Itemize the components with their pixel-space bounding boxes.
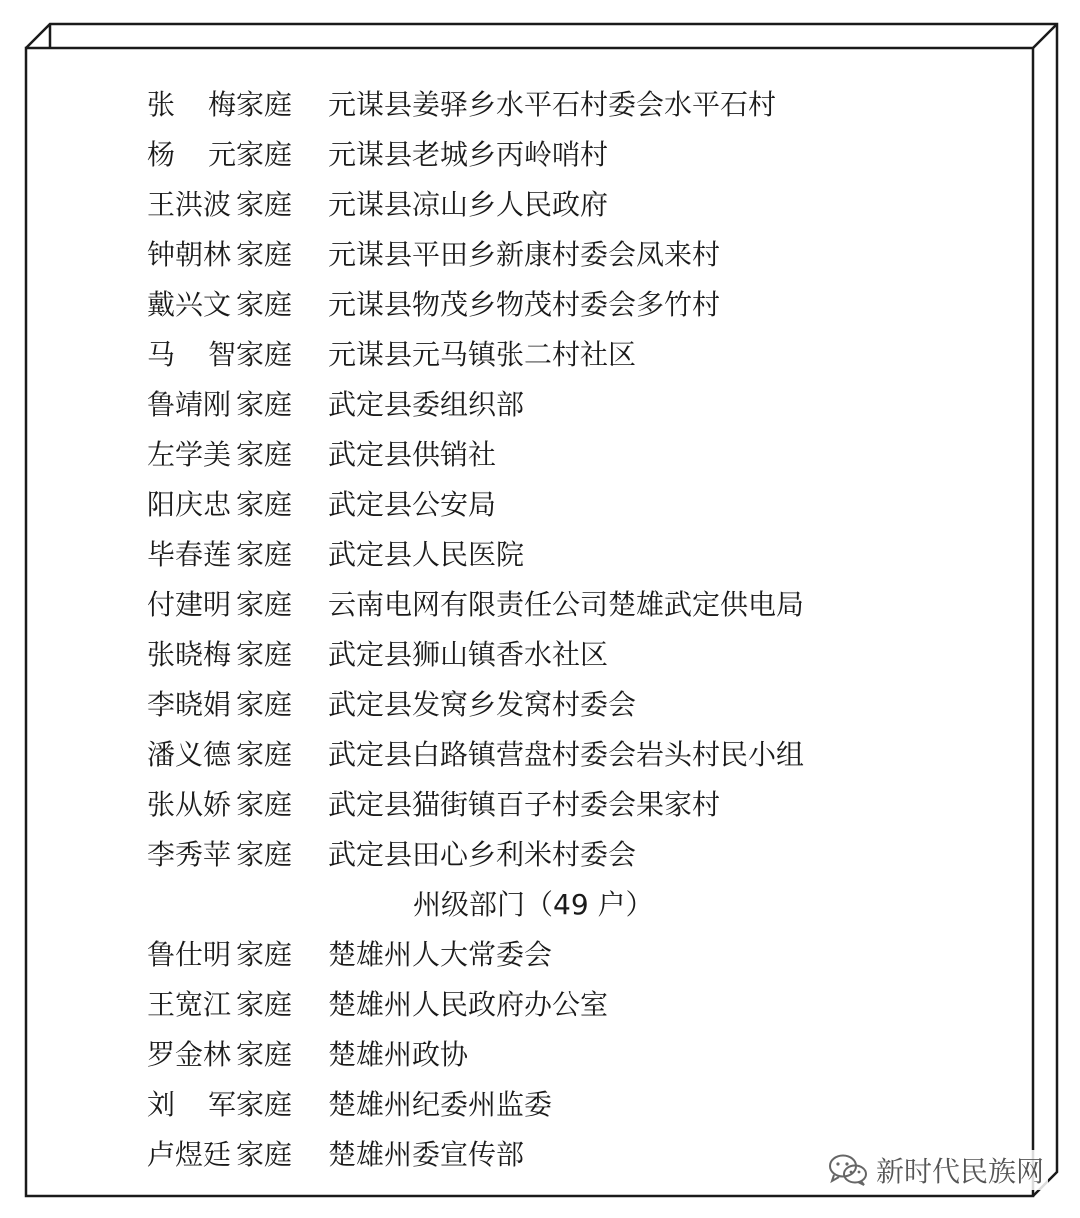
section-title — [0, 880, 1080, 930]
family-name — [147, 430, 292, 480]
work-unit: 楚雄州纪委州监委 — [328, 1088, 553, 1121]
family-suffix: 家庭 — [235, 338, 292, 371]
work-unit: 武定县狮山镇香水社区 — [328, 638, 609, 671]
family-suffix: 家庭 — [235, 1088, 292, 1121]
work-unit: 元谋县姜驿乡水平石村委会水平石村 — [328, 88, 777, 121]
work-unit: 元谋县老城乡丙岭哨村 — [328, 138, 609, 171]
work-unit: 武定县田心乡利米村委会 — [328, 838, 637, 871]
family-suffix: 家庭 — [235, 838, 292, 871]
family-surname: 杨 — [147, 138, 176, 171]
family-name — [147, 680, 292, 730]
family-name-tail — [236, 280, 292, 330]
family-name — [147, 130, 292, 180]
family-name-tail — [236, 180, 292, 230]
family-name — [147, 280, 292, 330]
family-suffix: 家庭 — [235, 388, 292, 421]
family-surname: 鲁靖刚 — [147, 388, 232, 421]
family-suffix: 家庭 — [235, 938, 292, 971]
family-given-name: 智 — [207, 338, 236, 371]
family-surname: 王洪波 — [147, 188, 232, 221]
family-surname: 王宽江 — [147, 988, 232, 1021]
family-name-tail — [236, 230, 292, 280]
family-name-tail — [208, 330, 292, 380]
family-surname: 付建明 — [147, 588, 232, 621]
family-name-tail — [236, 780, 292, 830]
family-surname: 钟朝林 — [147, 238, 232, 271]
work-unit: 武定县猫街镇百子村委会果家村 — [328, 788, 721, 821]
family-surname: 李秀苹 — [147, 838, 232, 871]
family-name — [147, 630, 292, 680]
family-suffix: 家庭 — [235, 188, 292, 221]
family-surname: 刘 — [147, 1088, 176, 1121]
family-suffix: 家庭 — [235, 688, 292, 721]
family-name-tail — [236, 480, 292, 530]
family-surname: 戴兴文 — [147, 288, 232, 321]
family-surname: 张从娇 — [147, 788, 232, 821]
family-name — [147, 980, 292, 1030]
family-name-tail — [236, 430, 292, 480]
family-name — [147, 380, 292, 430]
family-name-tail — [236, 580, 292, 630]
work-unit: 楚雄州人民政府办公室 — [328, 988, 609, 1021]
work-unit: 武定县委组织部 — [328, 388, 525, 421]
family-name-tail — [236, 1030, 292, 1080]
family-suffix: 家庭 — [235, 738, 292, 771]
family-surname: 罗金林 — [147, 1038, 232, 1071]
family-surname: 卢煜廷 — [147, 1138, 232, 1171]
family-suffix: 家庭 — [235, 538, 292, 571]
family-suffix: 家庭 — [235, 588, 292, 621]
family-name-tail — [236, 730, 292, 780]
watermark-text: 新时代民族网 — [875, 1155, 1044, 1188]
family-name — [147, 780, 292, 830]
family-name — [147, 530, 292, 580]
family-name-tail — [236, 680, 292, 730]
family-surname: 张晓梅 — [147, 638, 232, 671]
family-name-tail — [208, 130, 292, 180]
family-name — [147, 830, 292, 880]
work-unit: 楚雄州人大常委会 — [328, 938, 553, 971]
work-unit: 楚雄州政协 — [328, 1038, 469, 1071]
family-suffix: 家庭 — [235, 438, 292, 471]
family-suffix: 家庭 — [235, 638, 292, 671]
family-given-name: 梅 — [207, 88, 236, 121]
family-suffix: 家庭 — [235, 488, 292, 521]
family-surname: 潘义德 — [147, 738, 232, 771]
family-name-tail — [236, 980, 292, 1030]
work-unit: 元谋县物茂乡物茂村委会多竹村 — [328, 288, 721, 321]
wechat-icon — [828, 1153, 868, 1187]
work-unit: 武定县供销社 — [328, 438, 497, 471]
family-name-tail — [236, 930, 292, 980]
family-surname: 张 — [147, 88, 176, 121]
family-suffix: 家庭 — [235, 88, 292, 121]
family-suffix: 家庭 — [235, 238, 292, 271]
work-unit: 元谋县凉山乡人民政府 — [328, 188, 609, 221]
family-name — [147, 180, 292, 230]
work-unit: 武定县发窝乡发窝村委会 — [328, 688, 637, 721]
family-surname: 阳庆忠 — [147, 488, 232, 521]
work-unit: 武定县白路镇营盘村委会岩头村民小组 — [328, 738, 805, 771]
family-name-tail — [236, 530, 292, 580]
family-name — [147, 330, 292, 380]
watermark — [824, 1150, 1048, 1190]
family-name — [147, 230, 292, 280]
family-suffix: 家庭 — [235, 1138, 292, 1171]
family-name-tail — [236, 630, 292, 680]
family-name — [147, 930, 292, 980]
section-title-text: 州级部门（49 户） — [413, 888, 654, 921]
family-given-name: 元 — [207, 138, 236, 171]
family-surname: 毕春莲 — [147, 538, 232, 571]
family-suffix: 家庭 — [235, 1038, 292, 1071]
family-name — [147, 580, 292, 630]
family-suffix: 家庭 — [235, 288, 292, 321]
work-unit: 元谋县平田乡新康村委会凤来村 — [328, 238, 721, 271]
family-name — [147, 1080, 292, 1130]
work-unit: 武定县公安局 — [328, 488, 497, 521]
family-given-name: 军 — [207, 1088, 236, 1121]
family-surname: 李晓娟 — [147, 688, 232, 721]
family-name-tail — [236, 830, 292, 880]
work-unit: 武定县人民医院 — [328, 538, 525, 571]
family-name-tail — [208, 1080, 292, 1130]
family-name — [147, 730, 292, 780]
family-name — [147, 80, 292, 130]
family-suffix: 家庭 — [235, 988, 292, 1021]
work-unit: 楚雄州委宣传部 — [328, 1138, 525, 1171]
family-suffix: 家庭 — [235, 788, 292, 821]
family-suffix: 家庭 — [235, 138, 292, 171]
work-unit: 元谋县元马镇张二村社区 — [328, 338, 637, 371]
family-name — [147, 480, 292, 530]
work-unit: 云南电网有限责任公司楚雄武定供电局 — [328, 588, 805, 621]
family-name-tail — [208, 80, 292, 130]
family-name — [147, 1130, 292, 1180]
family-name — [147, 1030, 292, 1080]
family-surname: 左学美 — [147, 438, 232, 471]
family-name-tail — [236, 1130, 292, 1180]
family-surname: 鲁仕明 — [147, 938, 232, 971]
family-name-tail — [236, 380, 292, 430]
family-surname: 马 — [147, 338, 176, 371]
